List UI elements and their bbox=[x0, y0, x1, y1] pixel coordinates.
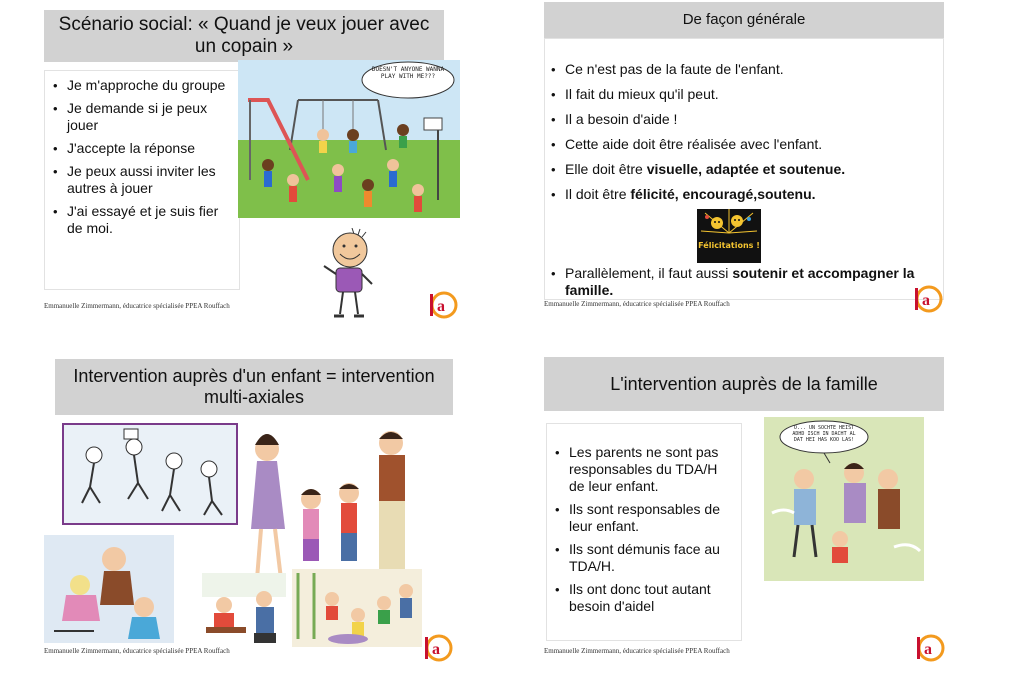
playground-illustration bbox=[238, 60, 460, 218]
congratulations-badge bbox=[697, 209, 761, 263]
bullet-item: • Ce n'est pas de la faute de l'enfant. bbox=[565, 61, 937, 78]
fighting-kids-illustration bbox=[44, 535, 174, 643]
slide-title: Intervention auprès d'un enfant = intervention multi-axiales bbox=[55, 359, 453, 415]
classroom-illustration bbox=[200, 569, 288, 647]
svg-text:a: a bbox=[432, 641, 440, 658]
slide-general bbox=[512, 0, 1024, 337]
bullet-list-box bbox=[546, 423, 742, 641]
bullet-item: • Cette aide doit être réalisée avec l'enfant. bbox=[565, 136, 937, 153]
bullet-list bbox=[545, 61, 943, 203]
slide-title: De façon générale bbox=[544, 2, 944, 38]
svg-text:a: a bbox=[924, 641, 932, 658]
bullet-item: • J'ai essayé et je suis fier de moi. bbox=[67, 203, 233, 237]
bullet-item: • Les parents ne sont pas responsables du TDA/H de leur enfant. bbox=[569, 444, 735, 495]
family-cartoon-illustration bbox=[764, 417, 924, 581]
slide-title: Scénario social: « Quand je veux jouer avec un copain » bbox=[44, 10, 444, 62]
footer-credit: Emmanuelle Zimmermann, éducatrice spécialisée PPEA Rouffach bbox=[544, 647, 730, 655]
bullet-item: • Il a besoin d'aide ! bbox=[565, 111, 937, 128]
ppea-logo-icon bbox=[420, 633, 458, 667]
bullet-item: • Je m'approche du groupe bbox=[67, 77, 233, 94]
footer-credit: Emmanuelle Zimmermann, éducatrice spécialisée PPEA Rouffach bbox=[44, 302, 230, 310]
congratulations-text: Félicitations ! bbox=[698, 241, 760, 250]
ppea-logo-icon bbox=[910, 284, 948, 318]
dancing-kids-illustration bbox=[62, 423, 238, 525]
bullet-list-box bbox=[544, 38, 944, 300]
bullet-list-box bbox=[44, 70, 240, 290]
bullet-item: • Ils sont responsables de leur enfant. bbox=[569, 501, 735, 535]
slide-family-intervention bbox=[512, 337, 1024, 674]
happy-boy-illustration bbox=[318, 228, 378, 320]
slide-title: L'intervention auprès de la famille bbox=[544, 357, 944, 411]
bullet-item: • Je demande si je peux jouer bbox=[67, 100, 233, 134]
bullet-item: • Elle doit être visuelle, adaptée et soutenue. bbox=[565, 161, 937, 178]
bullet-list bbox=[547, 444, 741, 615]
bullet-item: • Parallèlement, il faut aussi soutenir et accompagner la famille. bbox=[565, 265, 957, 299]
speech-bubble-text: DOESN'T ANYONE WANNA PLAY WITH ME??? bbox=[371, 66, 445, 80]
ppea-logo-icon bbox=[425, 290, 463, 324]
bullet-item: • Ils ont donc tout autant besoin d'aidel bbox=[569, 581, 735, 615]
bullet-item: • J'accepte la réponse bbox=[67, 140, 233, 157]
svg-text:a: a bbox=[922, 292, 930, 309]
bullet-item: • Il doit être félicité, encouragé,soutenu. bbox=[565, 186, 937, 203]
ppea-logo-icon bbox=[912, 633, 950, 667]
footer-credit: Emmanuelle Zimmermann, éducatrice spécialisée PPEA Rouffach bbox=[544, 300, 730, 308]
bullet-item: • Il fait du mieux qu'il peut. bbox=[565, 86, 937, 103]
footer-credit: Emmanuelle Zimmermann, éducatrice spécialisée PPEA Rouffach bbox=[44, 647, 230, 655]
svg-text:a: a bbox=[437, 298, 445, 315]
slide-multi-axial bbox=[0, 337, 512, 674]
bullet-list-continued bbox=[545, 265, 963, 305]
chaotic-classroom-illustration bbox=[292, 569, 422, 647]
speech-bubble-text: O... UN SOCHTE HEIST ADHD ISCH IN DACHT AL DAT HEI HAS KOO LAS! bbox=[792, 425, 856, 443]
slide-social-scenario bbox=[0, 0, 512, 337]
bullet-item: • Je peux aussi inviter les autres à jouer bbox=[67, 163, 233, 197]
bullet-list bbox=[45, 77, 239, 237]
bullet-item: • Ils sont démunis face au TDA/H. bbox=[569, 541, 735, 575]
